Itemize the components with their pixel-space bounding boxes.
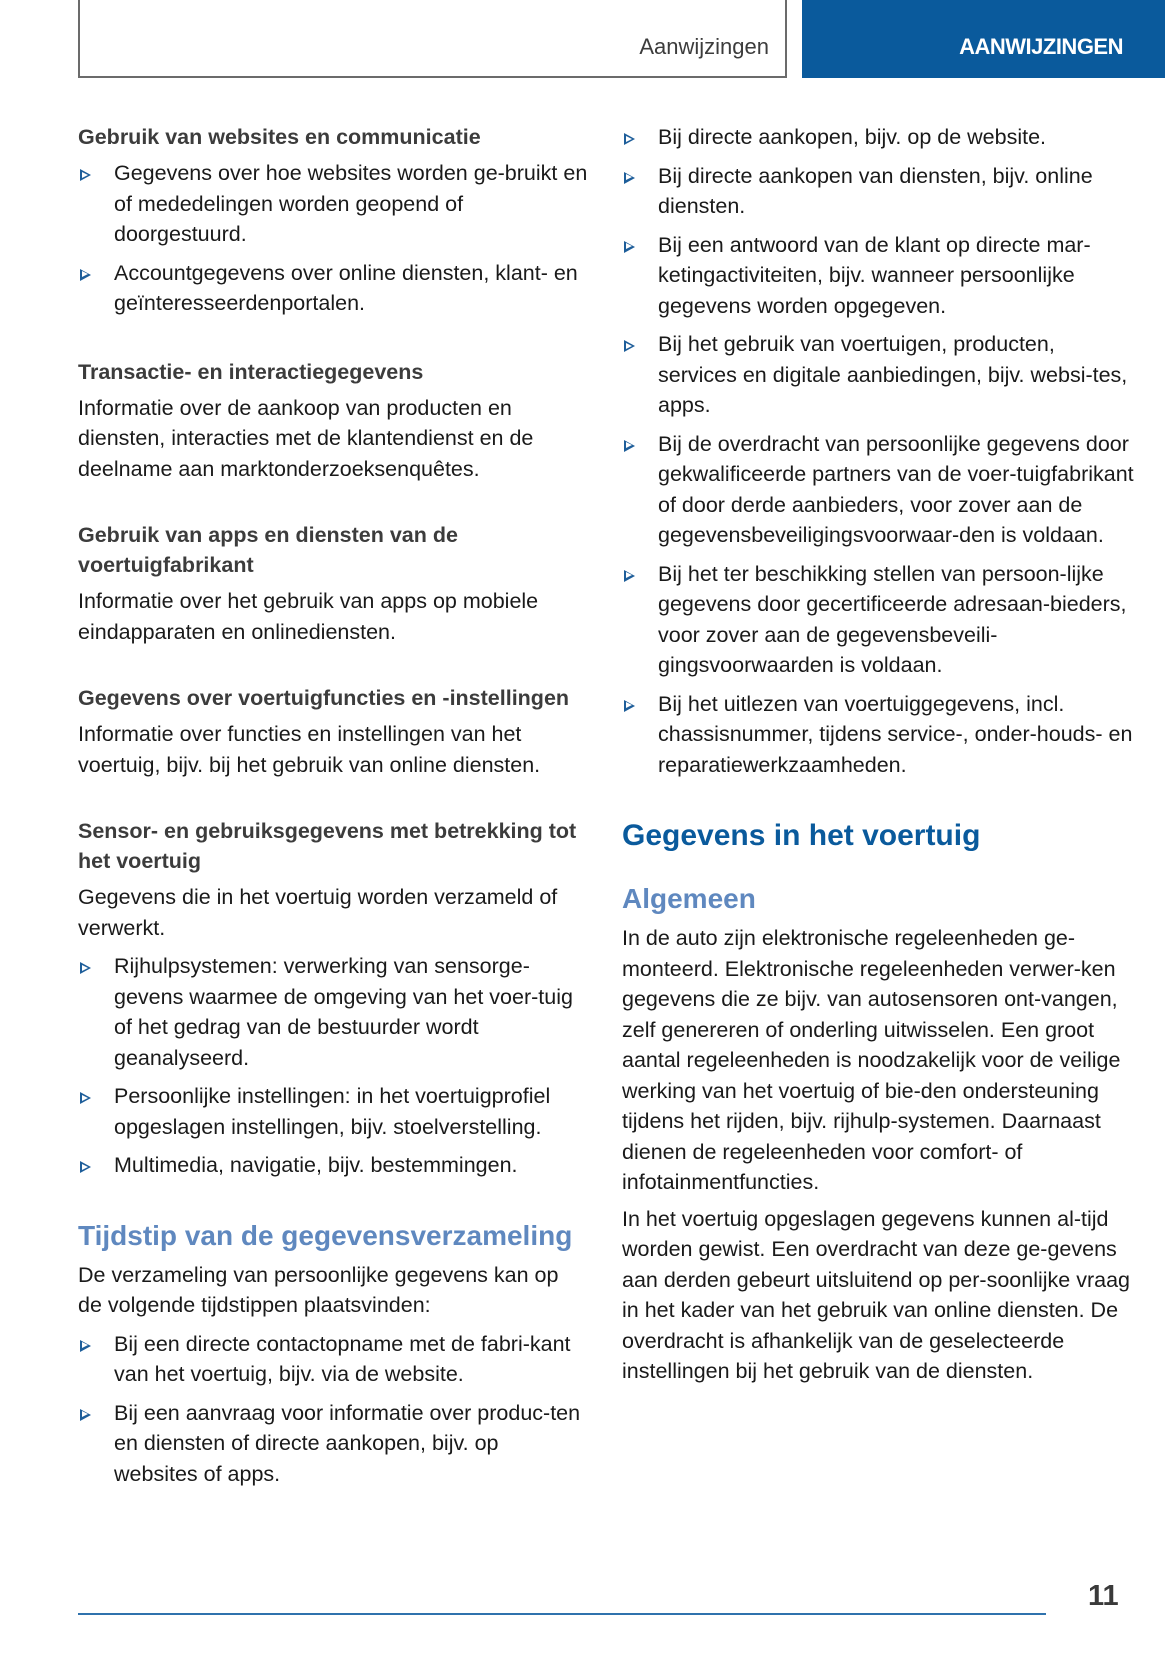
subhead-transactie: Transactie- en interactiegegevens [78, 359, 424, 384]
header-chapter-label: AANWIJZINGEN [959, 34, 1123, 59]
subhead-apps: Gebruik van apps en diensten van de voertuigfabrikant [78, 523, 458, 577]
heading-tijdstip: Tijdstip van de gegevensverzameling [78, 1219, 573, 1251]
triangle-bullet-icon [80, 1092, 91, 1104]
triangle-bullet-icon [624, 570, 635, 582]
triangle-bullet-icon [624, 241, 635, 253]
triangle-bullet-icon [80, 269, 91, 281]
list-item: Bij een directe contactopname met de fabri-kant van het voertuig, bijv. via de website. [78, 1329, 588, 1390]
list-item: Accountgegevens over online diensten, klant- en geïnteresseerdenportalen. [78, 258, 588, 319]
paragraph-tijdstip: De verzameling van persoonlijke gegevens kan op de volgende tijdstippen plaatsvinden: [78, 1262, 559, 1317]
list-item: Rijhulpsystemen: verwerking van sensorge-gevens waarmee de omgeving van het voer-tuig of het gedrag van de bestuurder wordt geanalyseerd. [78, 951, 588, 1073]
subhead-functies: Gegevens over voertuigfuncties en -instellingen [78, 686, 570, 710]
tijdstip-bullet-list [78, 1329, 588, 1490]
list-item: Persoonlijke instellingen: in het voertuigprofiel opgeslagen instellingen, bijv. stoelverstelling. [78, 1081, 588, 1142]
list-item: Bij de overdracht van persoonlijke gegevens door gekwalificeerde partners van de voer-tuigfabrikant of door derde aanbieders, voor zover aan de gegevensbeveiligingsvoorwaar-den is voldaan. [622, 429, 1134, 551]
list-item: Bij het uitlezen van voertuiggegevens, incl. chassisnummer, tijdens service-, onder-houds- en reparatiewerkzaamheden. [622, 689, 1134, 781]
subhead-websites: Gebruik van websites en communicatie [78, 125, 481, 149]
triangle-bullet-icon [80, 962, 91, 974]
triangle-bullet-icon [624, 440, 635, 452]
triangle-bullet-icon [624, 340, 635, 352]
list-item: Bij directe aankopen, bijv. op de website. [622, 122, 1134, 153]
header-chapter-tab [802, 0, 1165, 78]
header-section-label: Aanwijzingen [639, 34, 769, 59]
sensor-bullet-list [78, 951, 588, 1181]
right-column [622, 122, 1134, 1423]
paragraph-transactie: Informatie over de aankoop van producten en diensten, interacties met de klantendienst en de deelname aan marktonderzoeksenquêtes. [78, 395, 534, 481]
list-item: Gegevens over hoe websites worden ge-bruikt en of mededelingen worden geopend of doorgestuurd. [78, 158, 588, 250]
list-item: Bij het gebruik van voertuigen, producten, services en digitale aanbiedingen, bijv. websi-tes, apps. [622, 329, 1134, 421]
paragraph-algemeen-1: In de auto zijn elektronische regeleenheden ge-monteerd. Elektronische regeleenheden verwer-ken gegevens die ze bijv. van autosensoren ont-vangen, zelf genereren of onderling uitwisselen. Een groot aantal regeleenheden is noodzakelijk voor de veilige werking van het voertuig of bie-den ondersteuning tijdens het rijden, bijv. rijhulp-systemen. Daarnaast dienen de regeleenheden voor comfort- of infotainmentfuncties. [622, 926, 1121, 1194]
heading-gegevens-in-het-voertuig: Gegevens in het voertuig [622, 819, 981, 852]
triangle-bullet-icon [80, 1161, 91, 1173]
list-item: Bij het ter beschikking stellen van persoon-lijke gegevens door gecertificeerde adresaan-bieders, voor zover aan de gegevensbeveili-gingsvoorwaarden is voldaan. [622, 559, 1134, 681]
triangle-bullet-icon [80, 1409, 91, 1421]
list-item: Multimedia, navigatie, bijv. bestemmingen. [78, 1150, 588, 1181]
paragraph-sensor: Gegevens die in het voertuig worden verzameld of verwerkt. [78, 885, 558, 940]
triangle-bullet-icon [624, 700, 635, 712]
list-item: Bij een aanvraag voor informatie over produc-ten en diensten of directe aankopen, bijv. op websites of apps. [78, 1398, 588, 1490]
footer-divider [78, 1613, 1046, 1615]
heading-algemeen: Algemeen [622, 883, 756, 914]
triangle-bullet-icon [624, 133, 635, 145]
paragraph-functies: Informatie over functies en instellingen van het voertuig, bijv. bij het gebruik van online diensten. [78, 722, 541, 777]
collection-moments-bullet-list [622, 122, 1134, 780]
paragraph-algemeen-2: In het voertuig opgeslagen gegevens kunnen al-tijd worden gewist. Een overdracht van deze ge-gevens aan derden gebeurt uitsluitend op per-soonlijke vraag in het kader van het gebruik van online diensten. De overdracht is afhankelijk van de geselecteerde instellingen bij het gebruik van de diensten. [622, 1206, 1130, 1383]
triangle-bullet-icon [80, 1340, 91, 1352]
list-item: Bij directe aankopen van diensten, bijv. online diensten. [622, 161, 1134, 222]
paragraph-apps: Informatie over het gebruik van apps op mobiele eindapparaten en onlinediensten. [78, 589, 539, 644]
page-number: 11 [1088, 1580, 1119, 1612]
left-column [78, 122, 588, 1497]
websites-bullet-list [78, 158, 588, 319]
header-section-box [78, 0, 787, 78]
triangle-bullet-icon [80, 169, 91, 181]
list-item: Bij een antwoord van de klant op directe mar-ketingactiviteiten, bijv. wanneer persoonlijke gegevens worden opgegeven. [622, 230, 1134, 322]
subhead-sensor: Sensor- en gebruiksgegevens met betrekking tot het voertuig [78, 819, 577, 873]
triangle-bullet-icon [624, 172, 635, 184]
